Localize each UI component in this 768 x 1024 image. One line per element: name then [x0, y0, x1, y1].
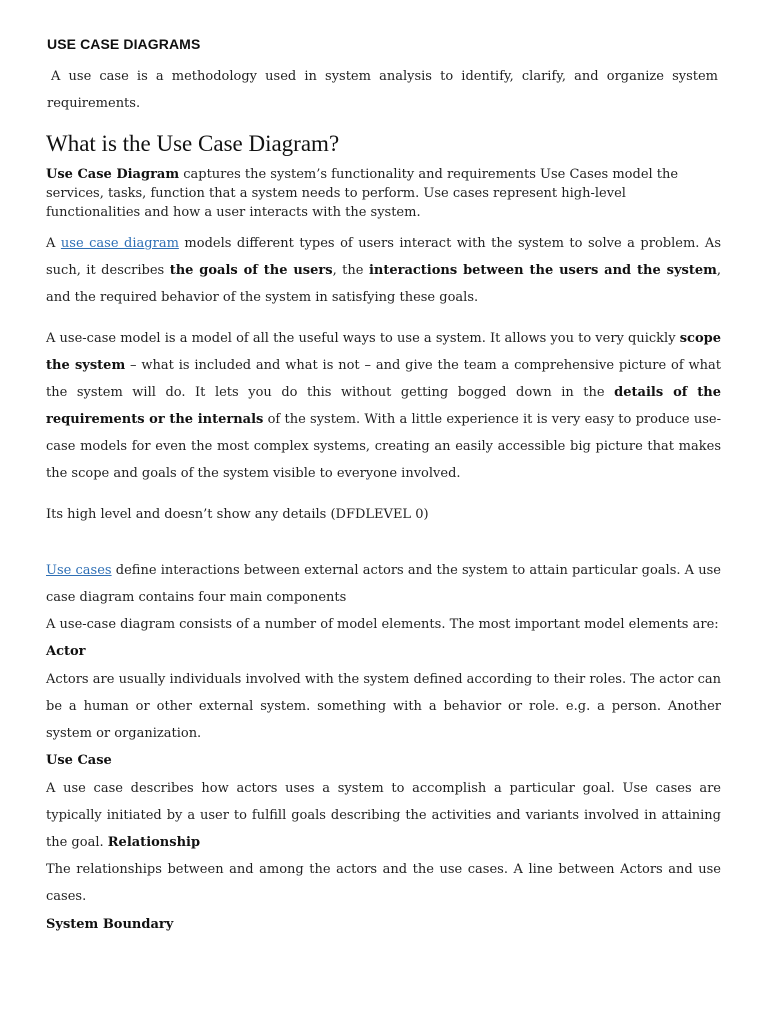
text-run: A use-case model is a model of all the useful ways to use a system. It allows you to very quickly: [46, 331, 680, 346]
bold-run: scope the system: [46, 331, 721, 373]
use-cases-paragraph: [46, 557, 721, 611]
system-boundary-heading: System Boundary: [46, 917, 174, 932]
diagram-paragraph: [46, 230, 721, 311]
bold-run: the goals of the users: [169, 263, 333, 278]
definition-paragraph: [46, 165, 722, 222]
relationship-heading: Relationship: [107, 835, 201, 850]
relationship-paragraph: The relationships between and among the actors and the use cases. A line between Actors and use cases.: [46, 862, 721, 904]
text-run: – what is included and what is not – and give the team a comprehensive picture of what the system will do. It lets you do this without getting bogged down in the: [46, 358, 721, 400]
use-case-paragraph: [46, 775, 721, 856]
definition-term: Use Case Diagram: [46, 167, 180, 182]
bold-run: details of the requirements or the internals: [46, 385, 722, 427]
text-run: define interactions between external actors and the system to attain particular goals. A use case diagram contains four main components: [46, 563, 721, 605]
actor-paragraph: Actors are usually individuals involved with the system defined according to their roles. The actor can be a human or other external system. something with a behavior or role. e.g. a person. Another system or organization.: [46, 672, 721, 741]
use-case-diagram-link[interactable]: use case diagram: [60, 236, 179, 251]
text-run: A: [46, 236, 61, 251]
text-run: A use case describes how actors uses a system to accomplish a particular goal. Use cases are typically initiated by a user to fulfill goals describing the activities and variants involved in attaining the goal.: [46, 781, 721, 850]
model-paragraph: [46, 325, 721, 487]
document-heading: USE CASE DIAGRAMS: [47, 36, 201, 52]
text-run: , the: [332, 263, 369, 278]
actor-heading: Actor: [46, 644, 86, 659]
definition-text: captures the system’s functionality and requirements Use Cases model the services, tasks, function that a system needs to perform. Use cases represent high-level functionalities and how a user interacts with the system.: [46, 167, 679, 220]
bold-run: interactions between the users and the system: [368, 263, 717, 278]
use-case-heading: Use Case: [46, 753, 112, 768]
high-level-paragraph: Its high level and doesn’t show any details (DFDLEVEL 0): [46, 507, 429, 522]
text-run: models different types of users interact with the system to solve a problem. As such, it describes: [46, 236, 721, 278]
text-run: , and the required behavior of the system in satisfying these goals.: [46, 263, 721, 305]
use-cases-link[interactable]: Use cases: [46, 563, 112, 578]
section-title: What is the Use Case Diagram?: [46, 131, 340, 156]
elements-paragraph: A use-case diagram consists of a number of model elements. The most important model elements are:: [46, 617, 719, 632]
intro-paragraph: A use case is a methodology used in system analysis to identify, clarify, and organize system requirements.: [47, 69, 718, 111]
text-run: of the system. With a little experience it is very easy to produce use-case models for even the most complex systems, creating an easily accessible big picture that makes the scope and goals of the system visible to everyone involved.: [46, 412, 721, 481]
